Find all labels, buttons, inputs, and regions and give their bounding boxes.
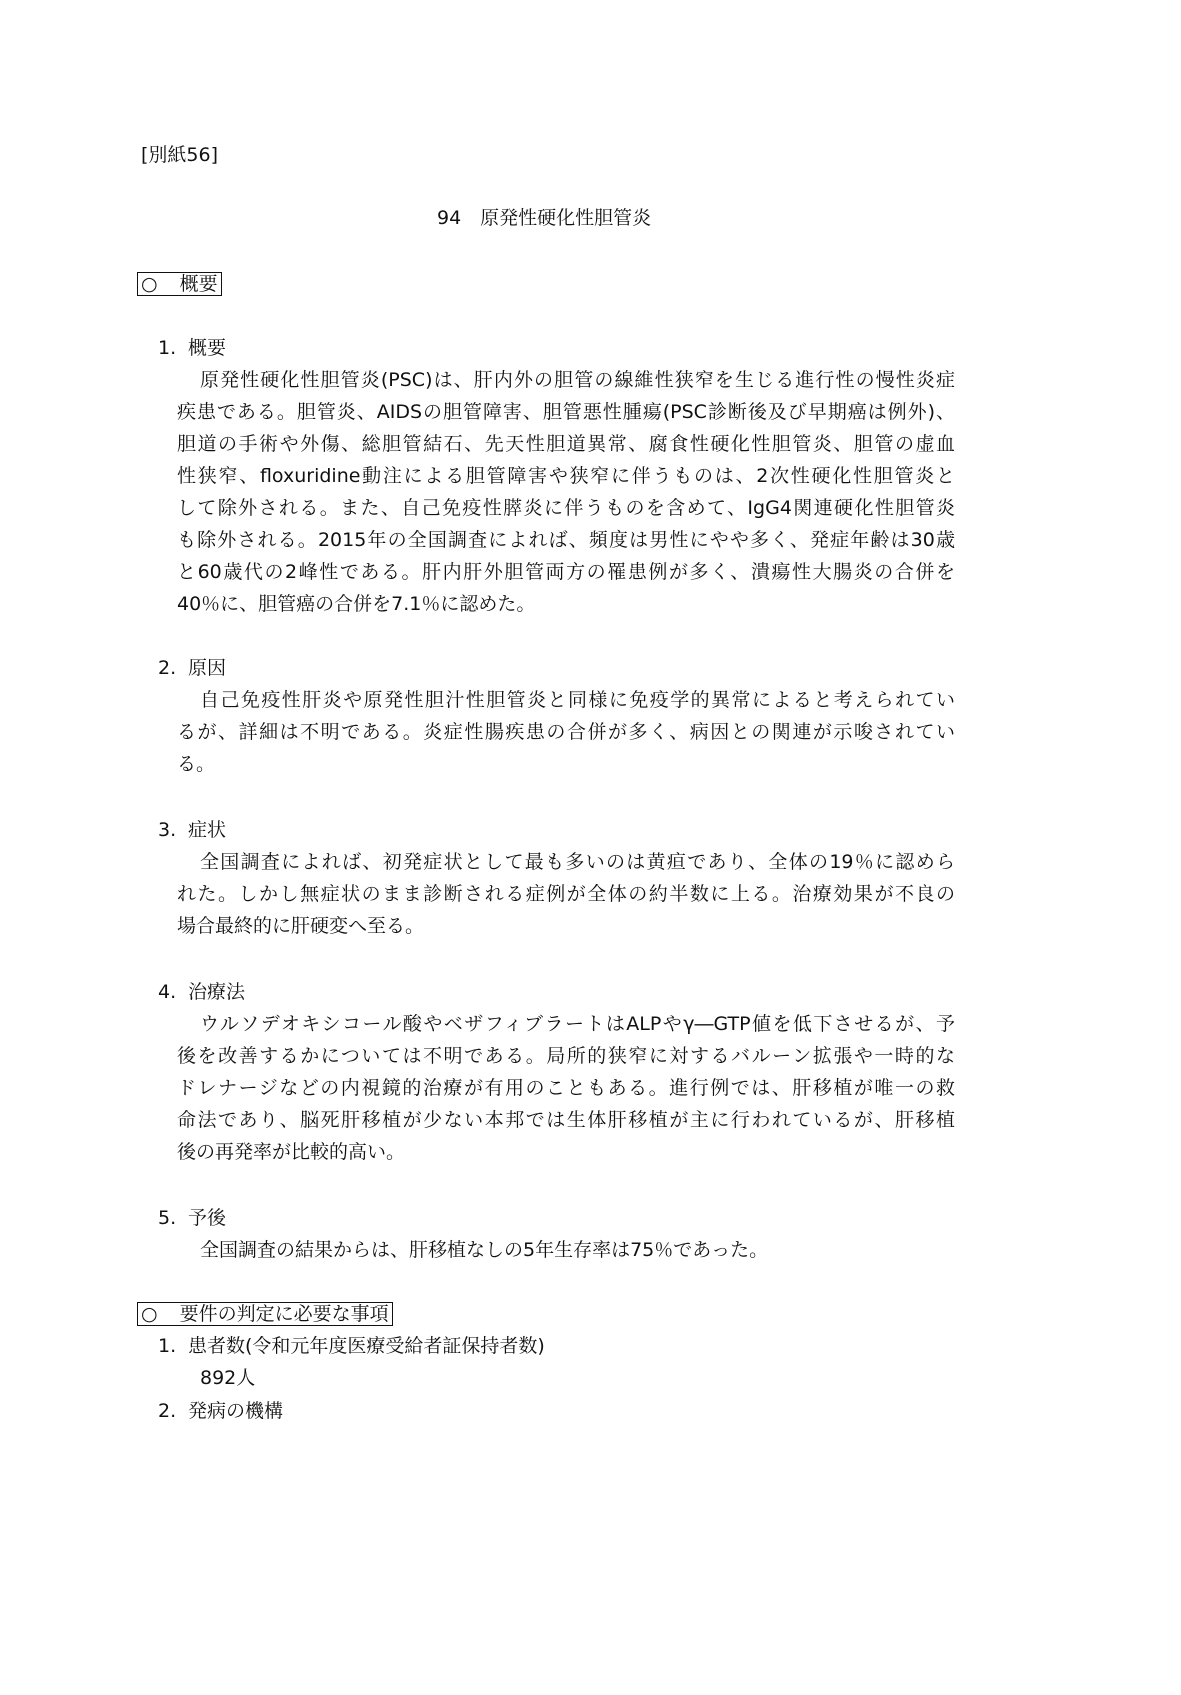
paragraph-line: 性狭窄、floxuridine動注による胆管障害や狭窄に伴うものは、2次性硬化性胆管炎と: [177, 465, 955, 487]
item-heading: 発病の機構: [188, 1400, 284, 1422]
item-heading: 原因: [188, 657, 227, 679]
paragraph-line: る。: [177, 753, 216, 775]
paragraph-line: 胆道の手術や外傷、総胆管結石、先天性胆道異常、腐食性硬化性胆管炎、胆管の虚血: [177, 433, 955, 455]
section-header-label: 概要: [179, 273, 218, 295]
item-heading: 概要: [188, 337, 227, 359]
section-header-overview: [137, 272, 222, 296]
paragraph-line: も除外される。2015年の全国調査によれば、頻度は男性にやや多く、発症年齢は30歳: [177, 529, 955, 551]
paragraph-line: 40％に、胆管癌の合併を7.1％に認めた。: [177, 593, 536, 615]
item-number: 3.: [158, 819, 177, 841]
heading-cause: [158, 656, 226, 680]
heading-overview: [158, 336, 226, 360]
attachment-label: [別紙56]: [141, 144, 219, 166]
page-title: 94 原発性硬化性胆管炎: [437, 207, 652, 229]
paragraph-line: ドレナージなどの内視鏡的治療が有用のこともある。進行例では、肝移植が唯一の救: [177, 1077, 955, 1099]
paragraph-line: 全国調査の結果からは、肝移植なしの5年生存率は75％であった。: [200, 1239, 769, 1261]
item-heading: 患者数(令和元年度医療受給者証保持者数): [188, 1335, 545, 1357]
heading-mechanism: [158, 1399, 283, 1423]
paragraph-line: 後を改善するかについては不明である。局所的狭窄に対するバルーン拡張や一時的な: [177, 1045, 955, 1067]
item-heading: 治療法: [188, 981, 246, 1003]
paragraph-line: 命法であり、脳死肝移植が少ない本邦では生体肝移植が主に行われているが、肝移植: [177, 1109, 955, 1131]
heading-treatment: [158, 980, 245, 1004]
item-number: 2.: [158, 1400, 177, 1422]
section-header-requirements: [137, 1302, 393, 1326]
paragraph-line: 全国調査によれば、初発症状として最も多いのは黄疸であり、全体の19％に認めら: [200, 851, 955, 873]
circle-marker-icon: ○: [141, 273, 158, 295]
section-header-label: 要件の判定に必要な事項: [179, 1303, 389, 1325]
heading-symptoms: [158, 818, 226, 842]
paragraph-line: 原発性硬化性胆管炎(PSC)は、肝内外の胆管の線維性狭窄を生じる進行性の慢性炎症: [200, 369, 955, 391]
item-number: 5.: [158, 1207, 177, 1229]
circle-marker-icon: ○: [141, 1303, 158, 1325]
heading-patient-count: [158, 1334, 545, 1358]
item-heading: 予後: [188, 1207, 227, 1229]
paragraph-line: と60歳代の2峰性である。肝内肝外胆管両方の罹患例が多く、潰瘍性大腸炎の合併を: [177, 561, 955, 583]
paragraph-line: るが、詳細は不明である。炎症性腸疾患の合併が多く、病因との関連が示唆されてい: [177, 721, 955, 743]
item-number: 4.: [158, 981, 177, 1003]
paragraph-line: 自己免疫性肝炎や原発性胆汁性胆管炎と同様に免疫学的異常によると考えられてい: [200, 689, 955, 711]
item-number: 2.: [158, 657, 177, 679]
paragraph-overview: [177, 364, 955, 620]
patient-count-value: 892人: [200, 1367, 256, 1389]
paragraph-cause: [177, 684, 955, 780]
paragraph-line: 場合最終的に肝硬変へ至る。: [177, 915, 425, 937]
paragraph-line: れた。しかし無症状のまま診断される症例が全体の約半数に上る。治療効果が不良の: [177, 883, 955, 905]
paragraph-line: して除外される。また、自己免疫性膵炎に伴うものを含めて、IgG4関連硬化性胆管炎: [177, 497, 955, 519]
paragraph-line: 疾患である。胆管炎、AIDSの胆管障害、胆管悪性腫瘍(PSC診断後及び早期癌は例外)、: [177, 401, 955, 423]
paragraph-line: 後の再発率が比較的高い。: [177, 1141, 406, 1163]
paragraph-line: ウルソデオキシコール酸やベザフィブラートはALPやγ―GTP値を低下させるが、予: [200, 1013, 955, 1035]
item-number: 1.: [158, 337, 177, 359]
heading-prognosis: [158, 1206, 226, 1230]
item-number: 1.: [158, 1335, 177, 1357]
paragraph-symptoms: [177, 846, 955, 942]
paragraph-treatment: [177, 1008, 955, 1168]
paragraph-prognosis: [177, 1234, 955, 1266]
item-heading: 症状: [188, 819, 227, 841]
